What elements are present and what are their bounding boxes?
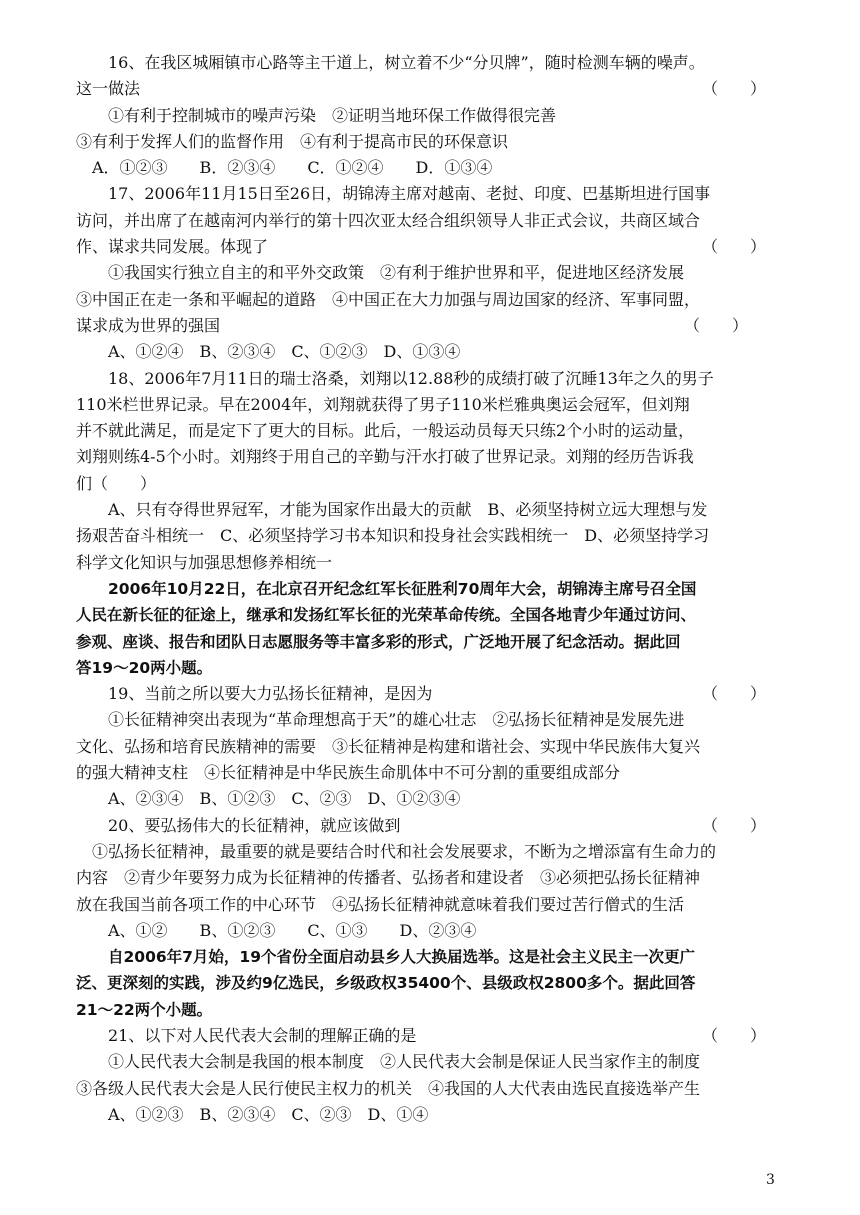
material-1-line-4: 答19～20两小题。: [76, 658, 213, 677]
q16-answer-paren: （ ）: [701, 79, 766, 99]
q17-choices: A、①②④ B、②③④ C、①②③ D、①③④: [108, 342, 461, 362]
q17-stem-line-1: 17、2006年11月15日至26日，胡锦涛主席对越南、老挝、印度、巴基斯坦进行国事: [108, 184, 711, 204]
q21-answer-paren: （ ）: [701, 1025, 766, 1045]
q18-stem-line-2: 110米栏世界记录。早在2004年，刘翔就获得了男子110米栏雅典奥运会冠军，但刘翔: [76, 394, 690, 414]
q20-option-line-1: ①弘扬长征精神，最重要的就是要结合时代和社会发展要求，不断为之增添富有生命力的: [92, 841, 717, 861]
q17-option-line-1: ①我国实行独立自主的和平外交政策 ②有利于维护世界和平，促进地区经济发展: [108, 263, 685, 283]
q20-stem-text: 20、要弘扬伟大的长征精神，就应该做到: [108, 815, 401, 835]
q19-answer-paren: （ ）: [701, 684, 766, 704]
q21-stem-line-1: [76, 1023, 788, 1049]
q20-choices: A、①② B、①②③ C、①③ D、②③④: [108, 920, 477, 940]
q18-option-line-1: A、只有夺得世界冠军，才能为国家作出最大的贡献 B、必须坚持树立远大理想与发: [108, 500, 708, 520]
q19-option-line-3: 的强大精神支柱 ④长征精神是中华民族生命肌体中不可分割的重要组成部分: [76, 763, 621, 783]
q17-stem-line-3: [76, 234, 788, 260]
q16-option-line-2: ③有利于发挥人们的监督作用 ④有利于提高市民的环保意识: [76, 131, 509, 151]
q18-stem-line-3: 并不就此满足，而是定下了更大的目标。此后，一般运动员每天只练2个小时的运动量，: [76, 421, 695, 441]
q21-stem-text: 21、以下对人民代表大会制的理解正确的是: [108, 1025, 417, 1045]
material-1-line-1: 2006年10月22日，在北京召开纪念红军长征胜利70周年大会，胡锦涛主席号召全国: [108, 579, 697, 598]
q17-option-line-2: ③中国正在走一条和平崛起的道路 ④中国正在大力加强与周边国家的经济、军事同盟，: [76, 289, 701, 309]
q20-option-line-2: 内容 ②青少年要努力成为长征精神的传播者、弘扬者和建设者 ③必须把弘扬长征精神: [76, 868, 701, 888]
q18-stem-line-5: 们（ ）: [76, 473, 157, 493]
q17-answer-paren: （ ）: [701, 237, 766, 257]
q16-option-line-1: ①有利于控制城市的噪声污染 ②证明当地环保工作做得很完善: [108, 105, 557, 125]
q17-stem-text: 作、谋求共同发展。体现了: [76, 237, 269, 257]
page-number: 3: [766, 1172, 775, 1188]
q17-option-text: 谋求成为世界的强国: [76, 315, 221, 335]
q17-answer-paren-2: （ ）: [683, 315, 748, 335]
material-2-line-2: 泛、更深刻的实践，涉及约9亿选民，乡级政权35400个、县级政权2800多个。据此回答: [76, 974, 696, 993]
q17-stem-line-2: 访问，并出席了在越南河内举行的第十四次亚太经合组织领导人非正式会议，共商区域合: [76, 210, 701, 230]
q17-option-line-3: [76, 313, 788, 339]
q21-option-line-2: ③各级人民代表大会是人民行使民主权力的机关 ④我国的人大代表由选民直接选举产生: [76, 1078, 701, 1098]
q18-option-line-3: 科学文化知识与加强思想修养相统一: [76, 552, 333, 572]
material-2-line-1: 自2006年7月始，19个省份全面启动县乡人大换届选举。这是社会主义民主一次更广: [108, 948, 695, 967]
q18-stem-line-1: 18、2006年7月11日的瑞士洛桑，刘翔以12.88秒的成绩打破了沉睡13年之久的男子: [108, 368, 714, 388]
material-1-line-2: 人民在新长征的征途上，继承和发扬红军长征的光荣革命传统。全国各地青少年通过访问、: [76, 606, 697, 625]
q21-choices: A、①②③ B、②③④ C、②③ D、①④: [108, 1104, 429, 1124]
q16-choices: A．①②③ B．②③④ C．①②④ D．①③④: [92, 158, 493, 178]
q18-stem-line-4: 刘翔则练4-5个小时。刘翔终于用自己的辛勤与汗水打破了世界记录。刘翔的经历告诉我: [76, 447, 694, 467]
q20-option-line-3: 放在我国当前各项工作的中心环节 ④弘扬长征精神就意味着我们要过苦行僧式的生活: [76, 894, 685, 914]
material-2-line-3: 21～22两个小题。: [76, 1000, 213, 1019]
q19-stem-line-1: [76, 681, 788, 707]
q16-stem-text: 这一做法: [76, 79, 141, 99]
q20-stem-line-1: [76, 813, 788, 839]
q18-option-line-2: 扬艰苦奋斗相统一 C、必须坚持学习书本知识和投身社会实践相统一 D、必须坚持学习: [76, 526, 710, 546]
question-content: [76, 50, 788, 1128]
q21-option-line-1: ①人民代表大会制是我国的根本制度 ②人民代表大会制是保证人民当家作主的制度: [108, 1052, 701, 1072]
q19-stem-text: 19、当前之所以要大力弘扬长征精神，是因为: [108, 684, 433, 704]
q19-option-line-2: 文化、弘扬和培育民族精神的需要 ③长征精神是构建和谐社会、实现中华民族伟大复兴: [76, 736, 701, 756]
material-1-line-3: 参观、座谈、报告和团队日志愿服务等丰富多彩的形式，广泛地开展了纪念活动。据此回: [76, 632, 681, 651]
q16-stem-line-1: 16、在我区城厢镇市心路等主干道上，树立着不少“分贝牌”，随时检测车辆的噪声。: [108, 53, 705, 72]
q20-answer-paren: （ ）: [701, 815, 766, 835]
q16-stem-line-2: [76, 76, 788, 102]
q19-option-line-1: ①长征精神突出表现为“革命理想高于天”的雄心壮志 ②弘扬长征精神是发展先进: [108, 710, 685, 730]
q19-choices: A、②③④ B、①②③ C、②③ D、①②③④: [108, 789, 461, 809]
